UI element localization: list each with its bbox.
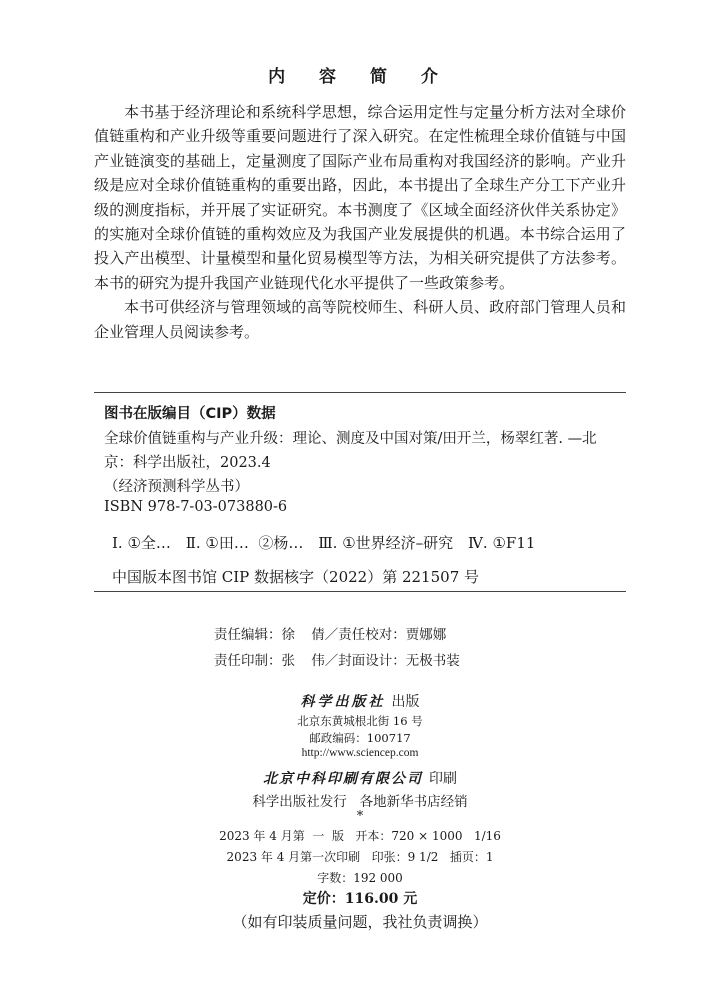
cip-title-line: 全球价值链重构与产业升级：理论、测度及中国对策/田开兰，杨翠红著. —北京：科学出版社，2023.4	[104, 431, 597, 471]
price: 定价：116.00 元	[302, 891, 418, 907]
cip-class-1: Ⅰ. ①全…	[112, 534, 171, 552]
credits-production: 责任印制：张 伟／封面设计：无极书装	[214, 653, 460, 669]
publisher-zip: 邮政编码：100717	[309, 731, 411, 745]
cip-isbn: ISBN 978-7-03-073880-6	[104, 499, 288, 515]
publisher-url: http://www.sciencep.com	[301, 747, 419, 759]
cip-class-2: Ⅱ. ①田… ②杨…	[185, 534, 304, 552]
credits-editors: 责任编辑：徐 倩／责任校对：贾娜娜	[214, 627, 447, 643]
edition-line-2: 2023 年 4 月第一次印刷 印张：9 1/2 插页：1	[226, 850, 494, 864]
printer-logo: 北京中科印刷有限公司	[263, 771, 423, 787]
cip-classification	[112, 532, 545, 553]
printer-line	[0, 768, 720, 788]
printer-suffix: 印刷	[429, 771, 457, 787]
edition-line-1: 2023 年 4 月第 一 版 开本：720 × 1000 1/16	[219, 829, 501, 843]
separator-star: *	[356, 809, 364, 824]
cip-series: （经济预测科学丛书）	[104, 479, 249, 495]
cip-number: 中国版本图书馆 CIP 数据核字（2022）第 221507 号	[112, 568, 480, 586]
summary-paragraph-1: 本书基于经济理论和系统科学思想，综合运用定性与定量分析方法对全球价值链重构和产业升级等重要问题进行了深入研究。在定性梳理全球价值链与中国产业链演变的基础上，定量测度了国际产业布局重构对我国经济的影响。产业升级是应对全球价值链重构的重要出路，因此，本书提出了全球生产分工下产业升级的测度指标，并开展了实证研究。本书测度了《区域全面经济伙伴关系协定》的实施对全球价值链的重构效应及为我国产业发展提供的机遇。本书综合运用了投入产出模型、计量模型和量化贸易模型等方法，为相关研究提供了方法参考。本书的研究为提升我国产业链现代化水平提供了一些政策参考。	[94, 103, 626, 292]
distribution-line: 科学出版社发行 各地新华书店经销	[252, 794, 468, 810]
word-count: 字数：192 000	[317, 871, 403, 885]
cip-heading: 图书在版编目（CIP）数据	[104, 406, 276, 422]
cip-class-4: Ⅳ. ①F11	[467, 534, 536, 552]
publisher-logo: 科学出版社	[300, 694, 386, 710]
cip-class-3: Ⅲ. ①世界经济–研究	[318, 534, 454, 552]
divider-bottom	[94, 591, 626, 592]
publisher-line	[0, 691, 720, 711]
page-title: 内 容 简 介	[268, 67, 452, 87]
quality-note: （如有印装质量问题，我社负责调换）	[232, 913, 488, 931]
publisher-suffix: 出版	[391, 694, 420, 710]
divider-top	[94, 392, 626, 393]
publisher-address: 北京东黄城根北街 16 号	[297, 714, 423, 728]
summary-paragraph-2: 本书可供经济与管理领域的高等院校师生、科研人员、政府部门管理人员和企业管理人员阅读参考。	[94, 298, 626, 341]
book-summary	[94, 100, 626, 344]
